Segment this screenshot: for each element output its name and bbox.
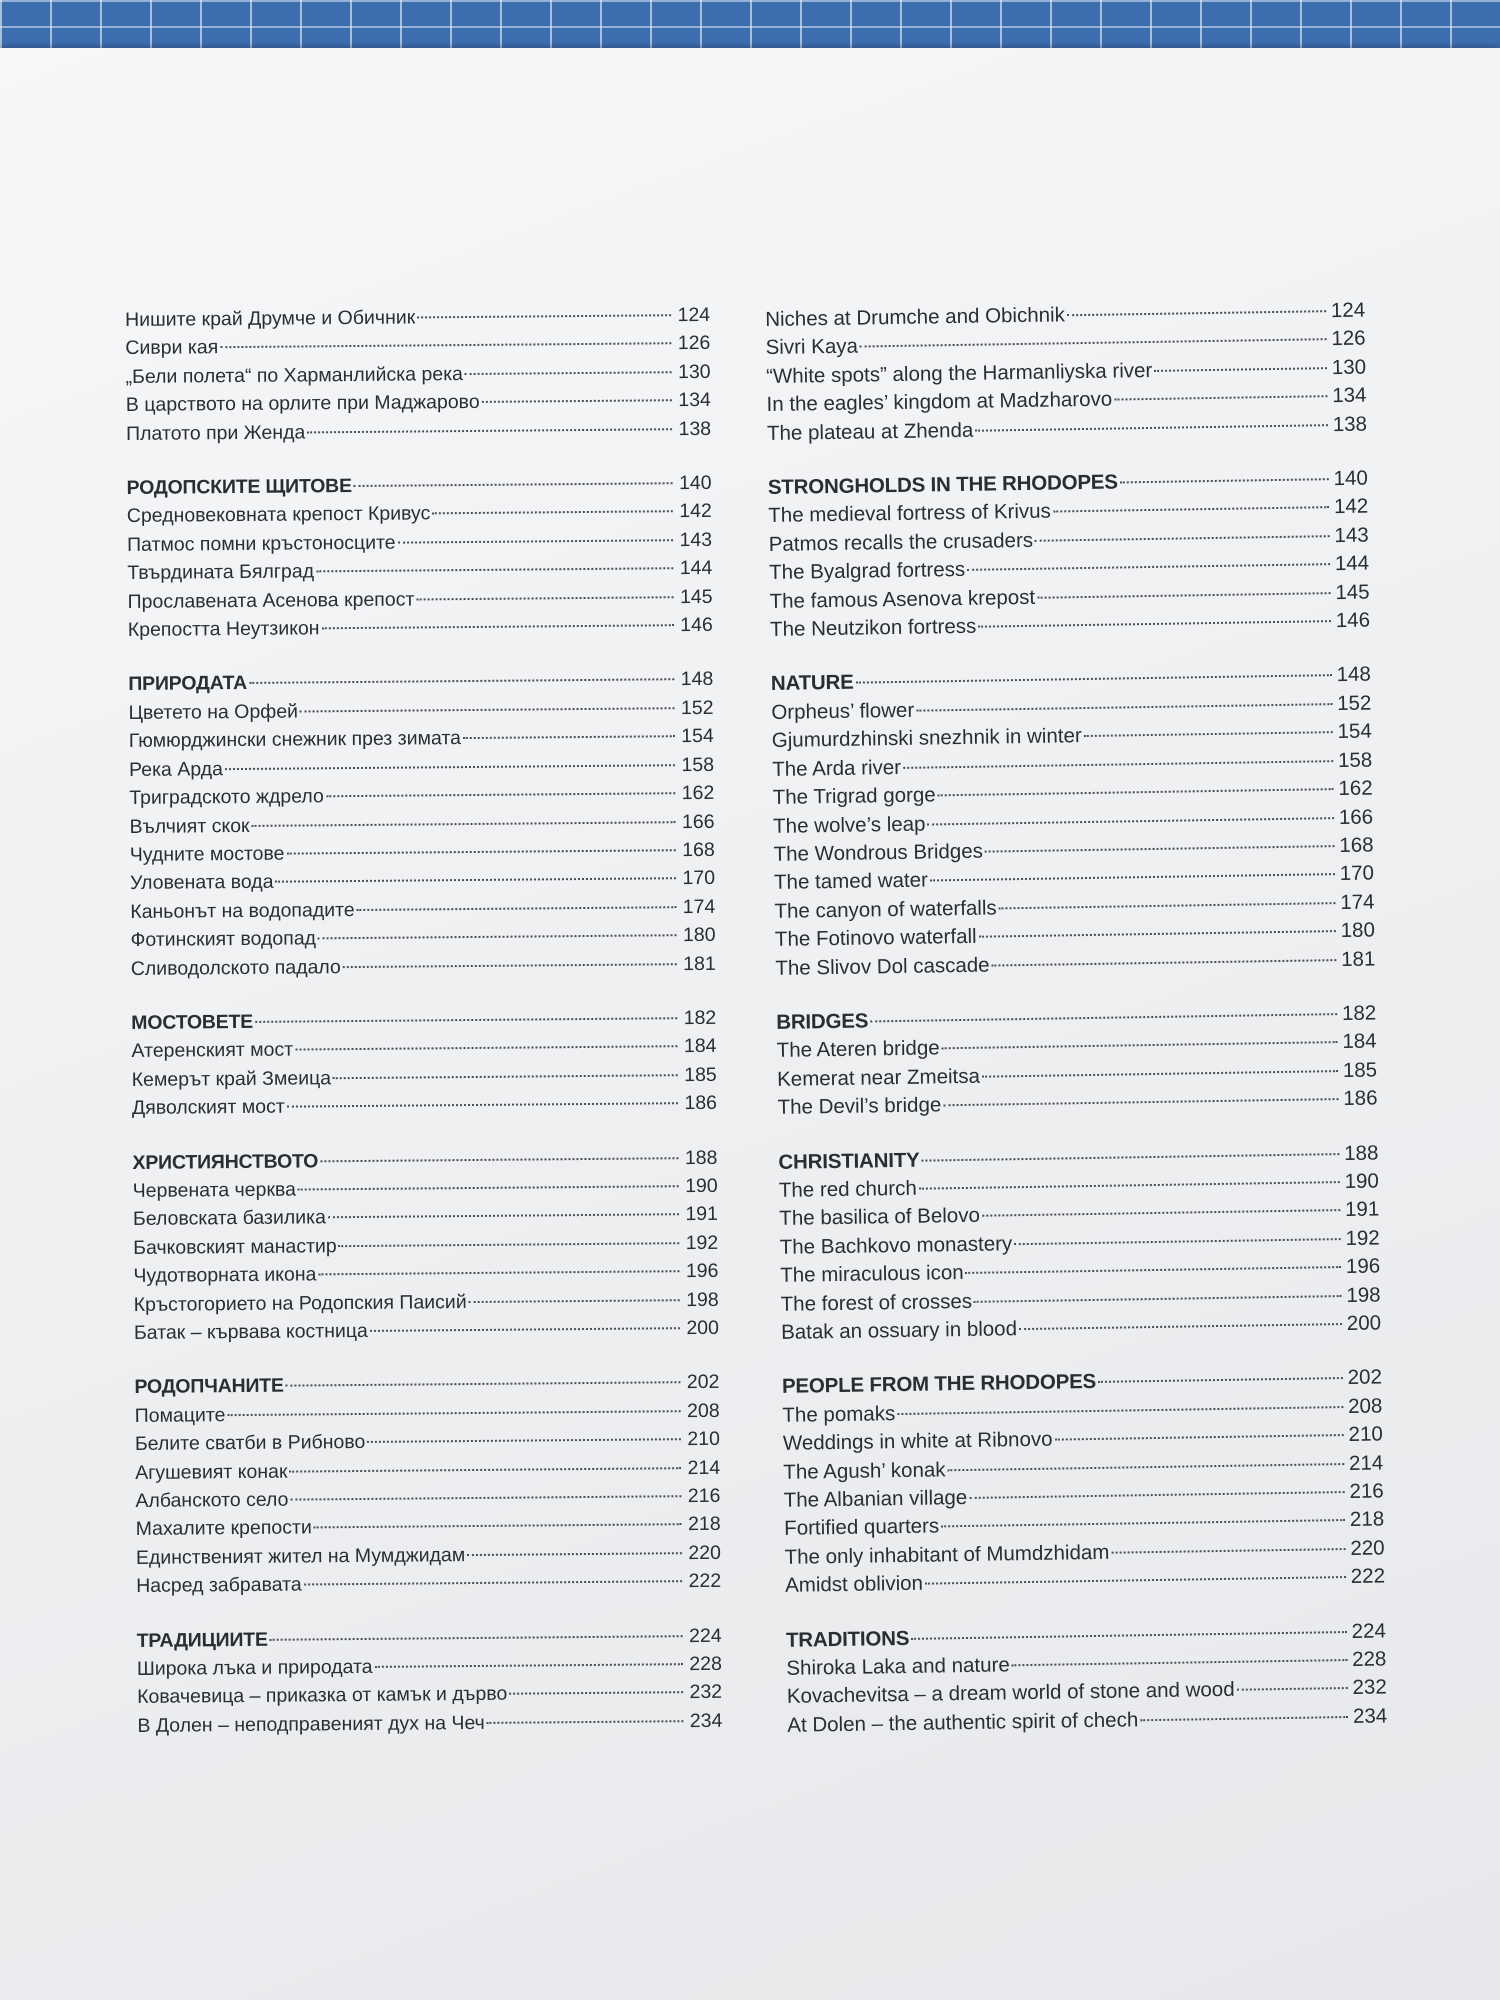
dot-leader (316, 567, 673, 572)
entry-title: The Arda river (772, 755, 902, 781)
dot-leader (1140, 1716, 1348, 1721)
dot-leader (870, 1013, 1337, 1022)
dot-leader (992, 959, 1337, 966)
dot-leader (298, 1185, 679, 1190)
dot-leader (318, 934, 677, 939)
entry-title: Kovachevitsa – a dream world of stone and wood (786, 1678, 1235, 1709)
toc-section (132, 1143, 719, 1347)
dot-leader (287, 1102, 678, 1107)
page-number: 234 (1352, 1704, 1388, 1728)
dot-leader (225, 764, 675, 770)
dot-leader (1154, 367, 1327, 372)
section-title: STRONGHOLDS IN THE RHODOPES (767, 470, 1118, 500)
dot-leader (982, 1209, 1340, 1217)
entry-title: Река Арда (128, 757, 223, 781)
dot-leader (1120, 478, 1329, 483)
page-number: 224 (688, 1624, 722, 1647)
entry-title: The canyon of waterfalls (774, 896, 997, 923)
page-number: 232 (1352, 1675, 1387, 1700)
entry-title: Беловската базилика (132, 1206, 326, 1231)
entry-title: The basilica of Belovo (779, 1204, 981, 1231)
entry-title: В Долен – неподправеният дух на Чеч (137, 1711, 485, 1737)
section-title: PEOPLE FROM THE RHODOPES (781, 1370, 1097, 1399)
dot-leader (942, 1041, 1338, 1049)
page-number: 145 (1335, 580, 1370, 604)
toc-section (134, 1368, 721, 1600)
dot-leader (941, 1519, 1345, 1527)
page-number: 214 (687, 1456, 721, 1479)
page-number: 180 (682, 923, 716, 947)
page-number: 124 (677, 303, 711, 327)
entry-title: Бачковският манастир (133, 1234, 337, 1259)
page-number: 144 (1334, 551, 1370, 576)
dot-leader (860, 339, 1327, 348)
page-number: 192 (1345, 1226, 1380, 1250)
page-number: 174 (1340, 890, 1375, 914)
toc-page (0, 48, 1500, 2000)
page-number: 190 (1344, 1169, 1379, 1193)
dot-leader (275, 878, 676, 883)
entry-title: Ковачевица – приказка от камък и дърво (137, 1683, 508, 1709)
entry-title: Kemerat near Zmeitsa (776, 1064, 981, 1091)
dot-leader (465, 371, 672, 375)
page-number: 158 (681, 753, 715, 776)
page-number: 142 (1333, 494, 1369, 519)
entry-title: В царството на орлите при Маджарово (125, 391, 480, 417)
section-title: РОДОПЧАНИТЕ (134, 1375, 284, 1399)
toc-section (131, 1004, 717, 1123)
dot-leader (966, 1266, 1342, 1274)
page-number: 130 (677, 360, 711, 383)
dot-leader (249, 679, 674, 685)
page-number: 210 (687, 1428, 721, 1451)
section-title: BRIDGES (776, 1009, 869, 1034)
dot-leader (469, 1299, 680, 1303)
toc-section (776, 999, 1378, 1122)
page-number: 148 (680, 668, 714, 691)
page-number: 232 (689, 1681, 723, 1704)
page-number: 218 (688, 1513, 721, 1536)
page-number: 144 (679, 557, 713, 580)
page-number: 184 (1342, 1029, 1377, 1054)
dot-leader (357, 906, 677, 911)
entry-title: Нишите край Друмче и Обичник (125, 306, 416, 331)
entry-title: The only inhabitant of Mumdzhidam (784, 1540, 1110, 1569)
page-number: 188 (1343, 1141, 1379, 1165)
entry-title: Патмос помни кръстоносците (126, 531, 396, 556)
entry-title: Кръстогорието на Родопския Паисий (133, 1290, 467, 1316)
dot-leader (463, 736, 675, 740)
page-number: 200 (1346, 1311, 1382, 1335)
entry-title: Patmos recalls the crusaders (768, 528, 1034, 556)
entry-title: Дяволският мост (131, 1095, 285, 1120)
dot-leader (943, 1098, 1338, 1106)
dot-leader (903, 760, 1333, 769)
entry-title: Fortified quarters (784, 1514, 940, 1541)
section-title: CHRISTIANITY (778, 1148, 920, 1174)
entry-title: Платото при Женда (126, 421, 306, 445)
page-number: 158 (1337, 748, 1373, 772)
page-number: 220 (1350, 1536, 1385, 1560)
toc-entry (137, 1707, 722, 1741)
dot-leader (1012, 1659, 1348, 1666)
dot-leader (969, 1491, 1344, 1499)
dot-leader (999, 902, 1336, 909)
toc-entry (136, 1567, 721, 1601)
page-number: 146 (1335, 608, 1371, 633)
entry-title: Широка лъка и природата (136, 1655, 373, 1681)
dot-leader (333, 1074, 678, 1079)
entry-title: Чудотворната икона (133, 1263, 317, 1288)
dot-leader (295, 1046, 677, 1051)
entry-title: The Ateren bridge (776, 1036, 940, 1063)
entry-title: Агушевият конак (135, 1460, 288, 1484)
dot-leader (978, 620, 1331, 628)
page-number: 202 (686, 1371, 720, 1394)
page-number: 170 (682, 867, 716, 890)
toc-section (125, 301, 711, 448)
page-number: 146 (680, 613, 713, 637)
entry-title: Чудните мостове (129, 842, 285, 866)
entry-title: The Fotinovo waterfall (774, 924, 977, 952)
entry-title: Твърдината Бялград (127, 560, 315, 585)
dot-leader (326, 792, 675, 797)
entry-title: The pomaks (782, 1401, 896, 1427)
entry-title: „Бели полета“ по Харманлийска река (125, 362, 464, 388)
page-number: 191 (1344, 1197, 1380, 1222)
dot-leader (487, 1720, 684, 1724)
dot-leader (856, 675, 1332, 684)
entry-title: In the eagles’ kingdom at Madzharovo (766, 387, 1113, 417)
page-number: 145 (679, 585, 713, 608)
entry-title: The famous Asenova krepost (769, 585, 1036, 613)
entry-title: Насред забравата (136, 1573, 302, 1598)
page-number: 222 (688, 1570, 722, 1593)
entry-title: Помаците (134, 1403, 226, 1427)
dot-leader (304, 1580, 683, 1585)
page-number: 143 (1334, 523, 1369, 547)
dot-leader (416, 596, 673, 600)
entry-title: Gjumurdzhinski snezhnik in winter (771, 724, 1082, 753)
page-number: 134 (678, 389, 711, 412)
page-number: 154 (1337, 719, 1372, 744)
entry-title: Niches at Drumche and Obichnik (765, 303, 1066, 331)
page-number: 196 (685, 1260, 719, 1283)
entry-title: Махалите крепости (135, 1516, 312, 1541)
page-number: 210 (1348, 1422, 1383, 1447)
section-title: МОСТОВЕТЕ (131, 1010, 254, 1034)
entry-title: Каньонът на водопадите (130, 898, 355, 923)
page-number: 162 (681, 781, 715, 805)
entry-title: Сливодолското падало (130, 955, 341, 980)
section-title: ПРИРОДАТА (128, 672, 248, 696)
entry-title: Сиври кая (125, 336, 219, 360)
dot-leader (925, 1576, 1346, 1585)
page-number: 162 (1338, 776, 1373, 801)
toc-entry (131, 949, 716, 983)
entry-title: The Slivov Dol cascade (775, 953, 990, 980)
entry-title: “White spots” along the Harmanliyska river (765, 358, 1153, 388)
entry-title: The medieval fortress of Krivus (768, 499, 1051, 528)
page-number: 192 (685, 1231, 719, 1254)
page-number: 198 (1346, 1283, 1381, 1307)
section-title: ХРИСТИЯНСТВОТО (132, 1149, 319, 1174)
page-number: 138 (678, 417, 712, 440)
dot-leader (1114, 395, 1327, 400)
page-number: 181 (1340, 947, 1376, 971)
entry-title: The Bachkovo monastery (779, 1232, 1013, 1259)
dot-leader (398, 539, 673, 543)
entry-title: Белите сватби в Рибново (134, 1431, 366, 1456)
toc-entry (126, 415, 711, 449)
entry-title: Триградското ждрело (129, 785, 324, 810)
entry-title: The red church (778, 1176, 917, 1202)
dot-leader (927, 817, 1334, 825)
dot-leader (975, 424, 1328, 432)
page-number: 140 (678, 471, 712, 495)
page-number: 196 (1345, 1254, 1381, 1279)
page-number: 181 (683, 952, 716, 975)
dot-leader (290, 1495, 681, 1500)
dot-leader (897, 1406, 1343, 1415)
page-number: 222 (1350, 1564, 1386, 1589)
toc-section (771, 661, 1376, 983)
toc-column-bulgarian (125, 301, 723, 1766)
entry-title: Крепостта Неутзикон (127, 617, 320, 642)
page-number: 191 (685, 1203, 719, 1226)
page-number: 182 (683, 1006, 717, 1030)
entry-title: The Trigrad gorge (772, 783, 936, 810)
page-number: 126 (1331, 326, 1366, 351)
page-number: 143 (679, 528, 713, 552)
toc-section (778, 1139, 1381, 1347)
toc-section (768, 465, 1371, 645)
entry-title: The Neutzikon fortress (769, 614, 977, 642)
page-number: 130 (1331, 355, 1367, 379)
page-number: 180 (1340, 918, 1376, 943)
entry-title: The wolve’s leap (772, 812, 926, 838)
page-number: 188 (684, 1146, 718, 1169)
page-number: 224 (1351, 1619, 1387, 1643)
section-title: РОДОПСКИТЕ ЩИТОВЕ (126, 475, 352, 500)
page-number: 190 (685, 1174, 718, 1198)
dot-leader (370, 1327, 680, 1332)
dot-leader (286, 1382, 681, 1387)
toc-section (782, 1364, 1385, 1601)
entry-title: Батак – кървава костница (133, 1319, 368, 1344)
entry-title: Batak an ossuary in blood (780, 1317, 1018, 1344)
dot-leader (1053, 507, 1329, 513)
dot-leader (367, 1438, 681, 1443)
page-number: 218 (1349, 1507, 1385, 1532)
dot-leader (916, 703, 1332, 712)
toc-entry (132, 1089, 717, 1123)
dot-leader (922, 1153, 1340, 1162)
dot-leader (974, 1295, 1342, 1303)
page-number: 168 (682, 838, 715, 862)
dot-leader (417, 314, 671, 318)
entry-title: Единственият жител на Мумджидам (135, 1543, 466, 1569)
dot-leader (270, 1635, 683, 1641)
toc-entry (134, 1314, 719, 1348)
entry-title: The Agush’ konak (783, 1457, 946, 1484)
dot-leader (948, 1463, 1345, 1471)
entry-title: The Albanian village (783, 1486, 968, 1512)
entry-title: Прославената Асенова крепост (127, 588, 415, 613)
entry-title: At Dolen – the authentic spirit of chech (787, 1708, 1139, 1737)
dot-leader (227, 1410, 680, 1416)
toc-section (765, 297, 1367, 448)
page-number: 154 (681, 725, 714, 748)
page-number: 182 (1341, 1001, 1377, 1025)
dot-leader (322, 624, 674, 629)
toc-section (128, 665, 716, 983)
page-number: 134 (1332, 383, 1367, 408)
dot-leader (982, 1070, 1338, 1078)
dot-leader (1111, 1548, 1345, 1554)
page-number: 202 (1347, 1365, 1383, 1390)
dot-leader (482, 399, 672, 403)
dot-leader (1237, 1687, 1348, 1691)
dot-leader (320, 1157, 678, 1162)
dot-leader (307, 428, 672, 433)
dot-leader (1055, 1434, 1344, 1441)
dot-leader (300, 707, 675, 712)
toc-entry (128, 611, 713, 645)
entry-title: Средновековната крепост Кривус (126, 502, 431, 528)
dot-leader (220, 343, 671, 349)
dot-leader (967, 563, 1330, 571)
section-title: NATURE (770, 671, 854, 696)
dot-leader (1067, 310, 1326, 316)
dot-leader (343, 963, 677, 968)
dot-leader (938, 788, 1334, 796)
dot-leader (432, 511, 673, 515)
page-number: 174 (682, 895, 716, 918)
page-number: 216 (1349, 1479, 1384, 1503)
dot-leader (1014, 1238, 1341, 1245)
entry-title: Shiroka Laka and nature (786, 1653, 1010, 1680)
entry-title: The Wondrous Bridges (773, 839, 984, 866)
dot-leader (1035, 535, 1330, 542)
page-number: 216 (687, 1484, 721, 1508)
page-number: 198 (686, 1288, 719, 1311)
dot-leader (1084, 731, 1333, 737)
blue-grid-background (0, 0, 1500, 52)
page-number: 142 (679, 500, 712, 523)
page-number: 186 (684, 1092, 718, 1115)
entry-title: Orpheus’ flower (771, 698, 915, 724)
entry-title: Червената черква (132, 1178, 297, 1202)
toc-section (126, 469, 712, 645)
dot-leader (1098, 1377, 1343, 1383)
page-number: 148 (1336, 662, 1372, 687)
dot-leader (375, 1663, 683, 1668)
page-number: 166 (1338, 805, 1374, 829)
dot-leader (286, 849, 675, 854)
dot-leader (289, 1467, 681, 1472)
dot-leader (318, 1270, 679, 1275)
entry-title: The Devil’s bridge (777, 1093, 942, 1120)
entry-title: Гюмюрджински снежник през зимата (128, 727, 462, 753)
dot-leader (339, 1242, 680, 1247)
toc-column-english (765, 297, 1388, 1767)
page-number: 138 (1332, 412, 1368, 436)
entry-title: The forest of crosses (780, 1289, 973, 1316)
page-number: 208 (687, 1399, 720, 1422)
page-number: 186 (1343, 1086, 1378, 1111)
entry-title: The plateau at Zhenda (766, 418, 974, 445)
section-title: TRADITIONS (785, 1626, 910, 1652)
entry-title: Фотинският водопад (130, 927, 317, 952)
page-number: 185 (1342, 1058, 1378, 1082)
entry-title: Вълчият скок (129, 814, 250, 838)
dot-leader (252, 821, 676, 827)
page-number: 220 (688, 1541, 721, 1564)
toc-section (786, 1617, 1388, 1740)
dot-leader (911, 1631, 1347, 1640)
dot-leader (354, 482, 673, 487)
page-number: 234 (689, 1709, 723, 1732)
section-title: ТРАДИЦИИТЕ (136, 1628, 268, 1652)
dot-leader (328, 1214, 679, 1219)
page-number: 126 (677, 332, 711, 355)
toc-section (137, 1622, 723, 1741)
dot-leader (979, 930, 1336, 938)
page-number: 228 (1351, 1647, 1387, 1672)
entry-title: Уловената вода (129, 871, 274, 895)
page-number: 214 (1348, 1451, 1384, 1475)
dot-leader (919, 1181, 1340, 1190)
entry-title: The miraculous icon (780, 1261, 964, 1288)
entry-title: The Byalgrad fortress (769, 558, 966, 585)
entry-title: Албанското село (135, 1488, 289, 1512)
page-number: 208 (1347, 1394, 1383, 1418)
page-number: 228 (689, 1652, 722, 1676)
entry-title: Кемерът край Змеица (131, 1066, 332, 1091)
dot-leader (930, 873, 1335, 881)
page-number: 170 (1339, 861, 1375, 886)
entry-title: Sivri Kaya (765, 334, 859, 360)
entry-title: Цветето на Орфей (128, 700, 299, 724)
page-number: 184 (683, 1035, 717, 1058)
page-number: 185 (684, 1063, 717, 1086)
entry-title: Weddings in white at Ribnovo (782, 1427, 1053, 1456)
dot-leader (1019, 1323, 1342, 1330)
dot-leader (985, 845, 1335, 852)
page-number: 152 (1336, 691, 1372, 715)
page-number: 200 (686, 1316, 720, 1340)
page-number: 166 (681, 810, 715, 833)
page-number: 168 (1339, 833, 1374, 857)
entry-title: Amidst oblivion (784, 1571, 924, 1598)
dot-leader (1037, 592, 1330, 599)
dot-leader (314, 1524, 682, 1529)
entry-title: The tamed water (773, 868, 929, 895)
dot-leader (467, 1552, 682, 1556)
dot-leader (255, 1017, 677, 1023)
page-number: 140 (1333, 466, 1368, 491)
page-number: 152 (680, 696, 714, 720)
page-number: 124 (1330, 298, 1366, 323)
dot-leader (509, 1692, 683, 1696)
entry-title: Атеренският мост (131, 1038, 294, 1063)
